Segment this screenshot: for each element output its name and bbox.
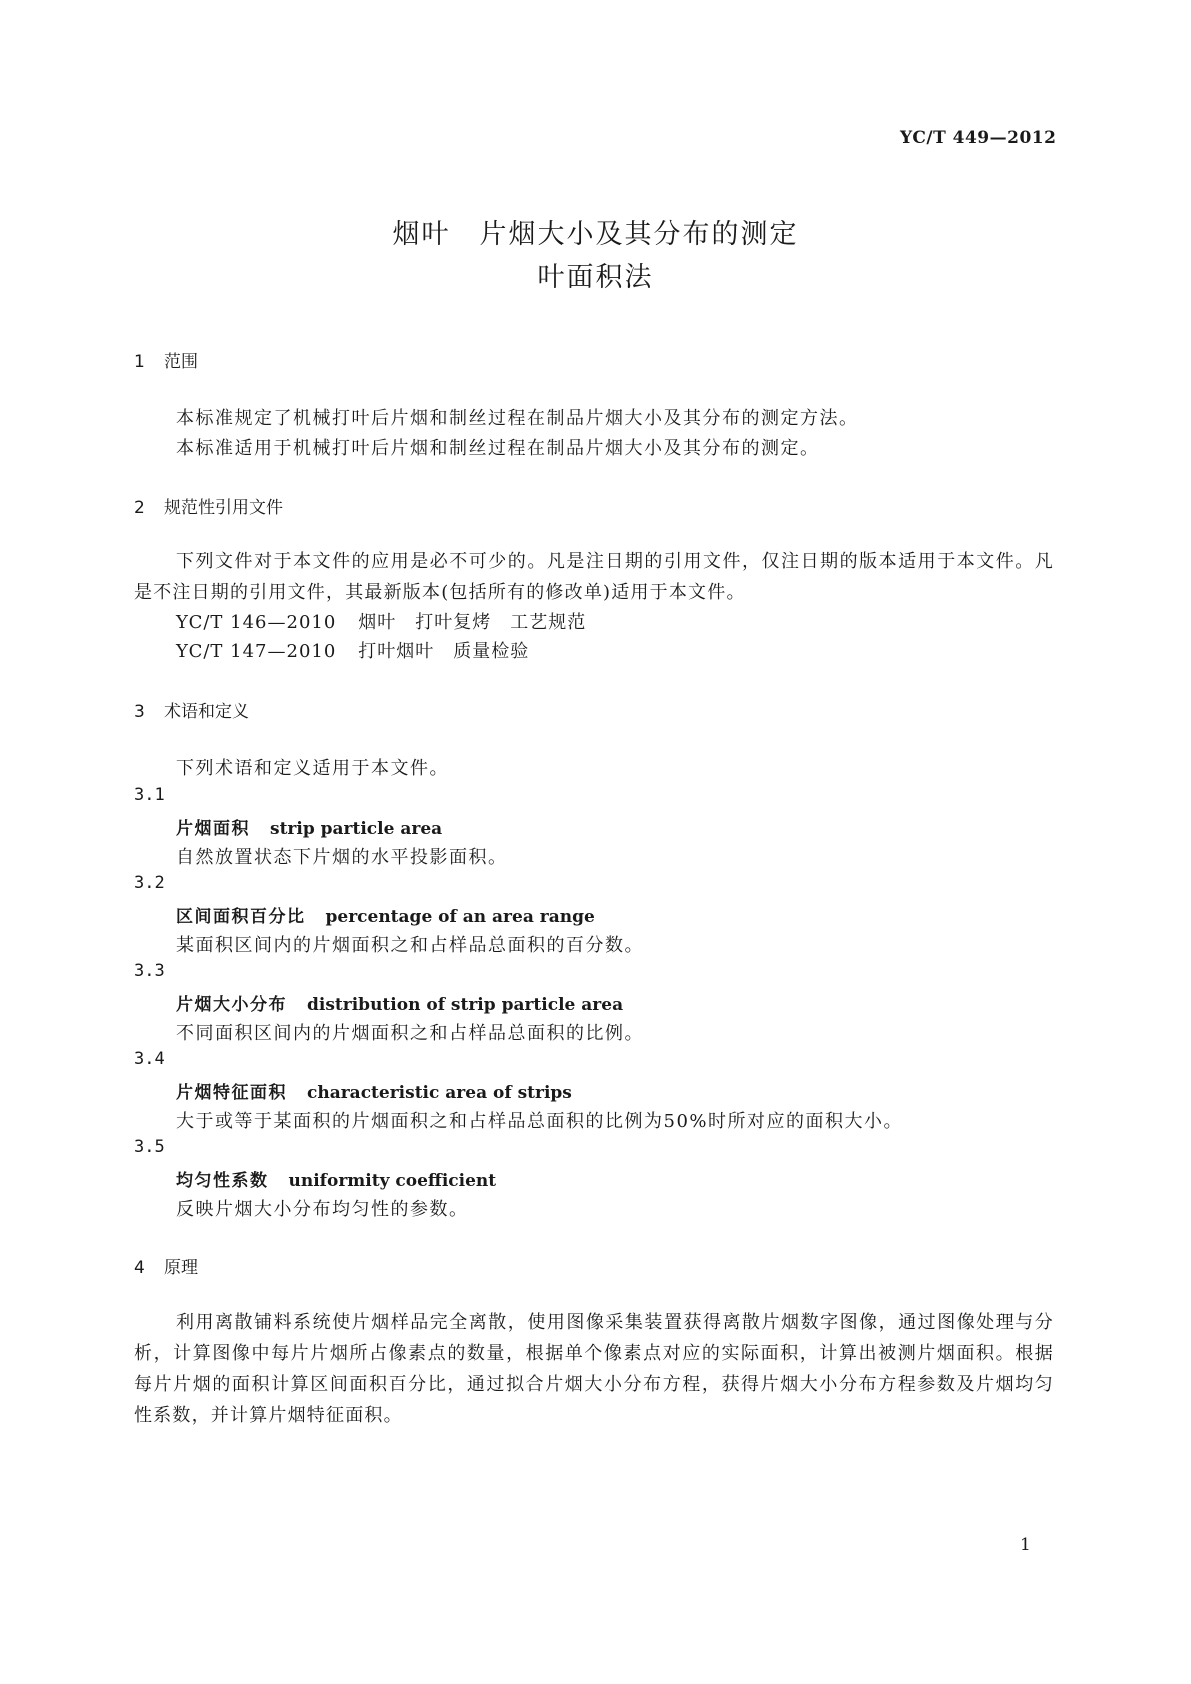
term-heading: [176, 902, 595, 927]
term-number: 3.4: [134, 1049, 165, 1069]
section-3-intro: 下列术语和定义适用于本文件。: [176, 758, 449, 779]
reference-title: 打叶烟叶 质量检验: [358, 641, 530, 662]
term-number: 3.5: [134, 1137, 165, 1157]
section-title: 术语和定义: [164, 702, 249, 722]
term-heading: [176, 1078, 572, 1103]
section-4-paragraph: 利用离散铺料系统使片烟样品完全离散，使用图像采集装置获得离散片烟数字图像，通过图像处理与分析，计算图像中每片片烟所占像素点的数量，根据单个像素点对应的实际面积，计算出被测片烟面积。根据每片片烟的面积计算区间面积百分比，通过拟合片烟大小分布方程，获得片烟大小分布方程参数及片烟均匀性系数，并计算片烟特征面积。: [134, 1312, 1054, 1426]
term-definition: 反映片烟大小分布均匀性的参数。: [176, 1199, 469, 1220]
section-1-paragraph-1: 本标准规定了机械打叶后片烟和制丝过程在制品片烟大小及其分布的测定方法。: [176, 408, 859, 429]
term-english: characteristic area of strips: [307, 1083, 572, 1103]
section-3-heading: [134, 697, 249, 722]
term-chinese: 区间面积百分比: [176, 907, 306, 927]
section-title: 规范性引用文件: [164, 498, 283, 518]
section-title: 原理: [164, 1258, 198, 1278]
term-chinese: 片烟面积: [176, 819, 250, 839]
reference-title: 烟叶 打叶复烤 工艺规范: [358, 612, 587, 633]
standard-code: YC/T 449—2012: [900, 128, 1057, 148]
term-number: 3.2: [134, 873, 165, 893]
page-number: 1: [1020, 1535, 1031, 1555]
term-definition: 自然放置状态下片烟的水平投影面积。: [176, 847, 508, 868]
document-title-line1: 烟叶 片烟大小及其分布的测定: [392, 219, 799, 250]
section-1-paragraph-2: 本标准适用于机械打叶后片烟和制丝过程在制品片烟大小及其分布的测定。: [176, 438, 820, 459]
term-definition: 不同面积区间内的片烟面积之和占样品总面积的比例。: [176, 1023, 644, 1044]
document-title-line2: 叶面积法: [537, 262, 654, 293]
term-definition: 大于或等于某面积的片烟面积之和占样品总面积的比例为50%时所对应的面积大小。: [176, 1111, 904, 1132]
term-chinese: 均匀性系数: [176, 1171, 269, 1191]
term-heading: [176, 814, 442, 839]
term-number: 3.1: [134, 785, 165, 805]
reference-code: YC/T 147—2010: [176, 641, 337, 662]
section-2-heading: [134, 493, 283, 518]
section-number: 4: [134, 1258, 145, 1278]
reference-code: YC/T 146—2010: [176, 612, 337, 633]
section-4-heading: [134, 1253, 198, 1278]
term-english: uniformity coefficient: [288, 1171, 497, 1191]
term-english: percentage of an area range: [325, 907, 595, 927]
section-1-heading: [134, 347, 198, 372]
term-english: distribution of strip particle area: [307, 995, 624, 1015]
section-2-paragraph: 下列文件对于本文件的应用是必不可少的。凡是注日期的引用文件，仅注日期的版本适用于本文件。凡是不注日期的引用文件，其最新版本(包括所有的修改单)适用于本文件。: [134, 551, 1054, 603]
section-title: 范围: [164, 352, 198, 372]
section-number: 1: [134, 352, 145, 372]
term-chinese: 片烟特征面积: [176, 1083, 287, 1103]
normative-reference-1: [176, 608, 608, 634]
term-heading: [176, 1166, 496, 1191]
term-number: 3.3: [134, 961, 165, 981]
section-number: 3: [134, 702, 145, 722]
term-definition: 某面积区间内的片烟面积之和占样品总面积的百分数。: [176, 935, 644, 956]
normative-reference-2: [176, 637, 551, 663]
term-chinese: 片烟大小分布: [176, 995, 287, 1015]
term-english: strip particle area: [270, 819, 443, 839]
section-number: 2: [134, 498, 145, 518]
term-heading: [176, 990, 623, 1015]
